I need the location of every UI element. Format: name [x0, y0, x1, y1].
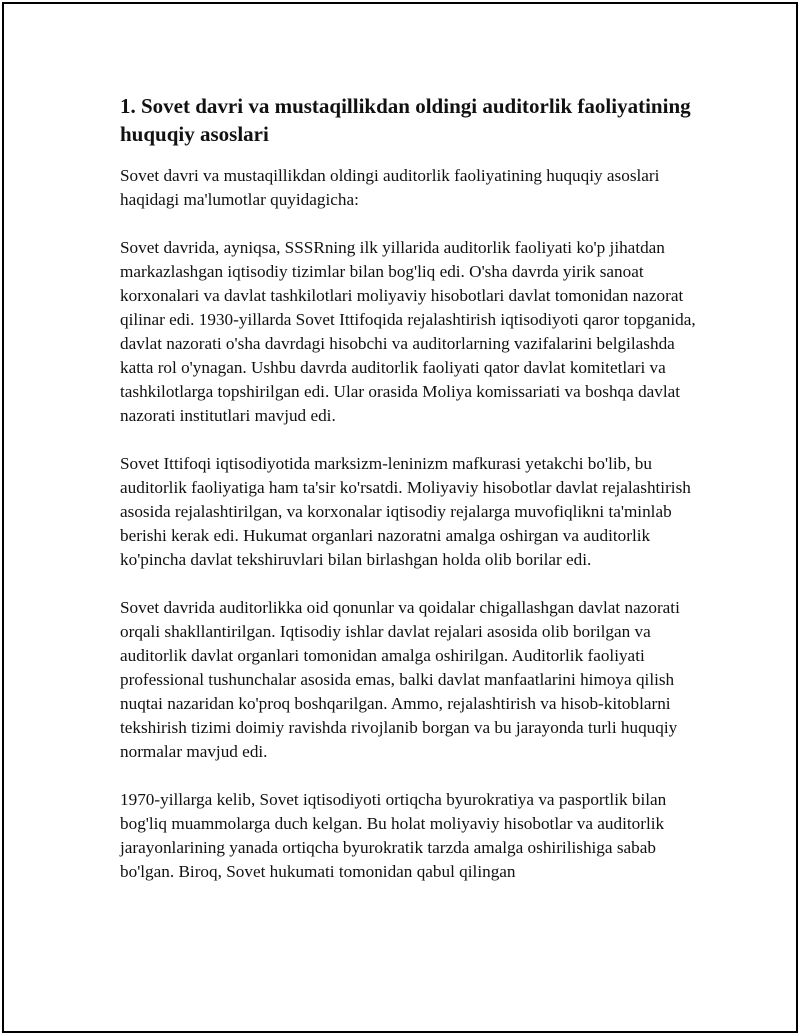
paragraph-intro: Sovet davri va mustaqillikdan oldingi auditorlik faoliyatining huquqiy asoslari haqidagi ma'lumotlar quyidagicha: [120, 166, 660, 209]
paragraph-ideology-influence: Sovet Ittifoqi iqtisodiyotida marksizm-leninizm mafkurasi yetakchi bo'lib, bu auditorlik faoliyatiga ham ta'sir ko'rsatdi. Moliyaviy hisobotlar davlat rejalashtirish asosida rejalashtirilgan, va korxonalar iqtisodiy rejalarga muvofiqlikni ta'minlab berishi kerak edi. Hukumat organlari nazoratni amalga oshirgan va auditorlik ko'pincha davlat tekshiruvlari bilan birlashgan holda olib borilar edi. [120, 454, 691, 569]
document-page [2, 2, 798, 1033]
document-body [120, 92, 700, 908]
section-heading: 1. Sovet davri va mustaqillikdan oldingi auditorlik faoliyatining huquqiy asoslari [120, 94, 691, 146]
paragraph-early-soviet-audit: Sovet davrida, ayniqsa, SSSRning ilk yillarida auditorlik faoliyati ko'p jihatdan markazlashgan iqtisodiy tizimlar bilan bog'liq edi. O'sha davrda yirik sanoat korxonalari va davlat tashkilotlari moliyaviy hisobotlari davlat tomonidan nazorat qilinar edi. 1930-yillarda Sovet Ittifoqida rejalashtirish iqtisodiyoti qaror topganida, davlat nazorati o'sha davrdagi hisobchi va auditorlarning vazifalarini belgilashda katta rol o'ynagan. Ushbu davrda auditorlik faoliyati qator davlat komitetlari va tashkilotlarga topshirilgan edi. Ular orasida Moliya komissariati va boshqa davlat nazorati institutlari mavjud edi. [120, 238, 696, 425]
paragraph-1970s-bureaucracy: 1970-yillarga kelib, Sovet iqtisodiyoti ortiqcha byurokratiya va pasportlik bilan bog'liq muammolarga duch kelgan. Bu holat moliyaviy hisobotlar va auditorlik jarayonlarining yanada ortiqcha byurokratik tarzda amalga oshirilishiga sabab bo'lgan. Biroq, Sovet hukumati tomonidan qabul qilingan [120, 790, 667, 881]
paragraph-laws-regulations: Sovet davrida auditorlikka oid qonunlar va qoidalar chigallashgan davlat nazorati orqali shakllantirilgan. Iqtisodiy ishlar davlat rejalari asosida olib borilgan va auditorlik davlat organlari tomonidan amalga oshirilgan. Auditorlik faoliyati professional tushunchalar asosida emas, balki davlat manfaatlarini himoya qilish nuqtai nazaridan ko'proq boshqarilgan. Ammo, rejalashtirish va hisob-kitoblarni tekshirish tizimi doimiy ravishda rivojlanib borgan va bu jarayonda turli huquqiy normalar mavjud edi. [120, 598, 680, 761]
